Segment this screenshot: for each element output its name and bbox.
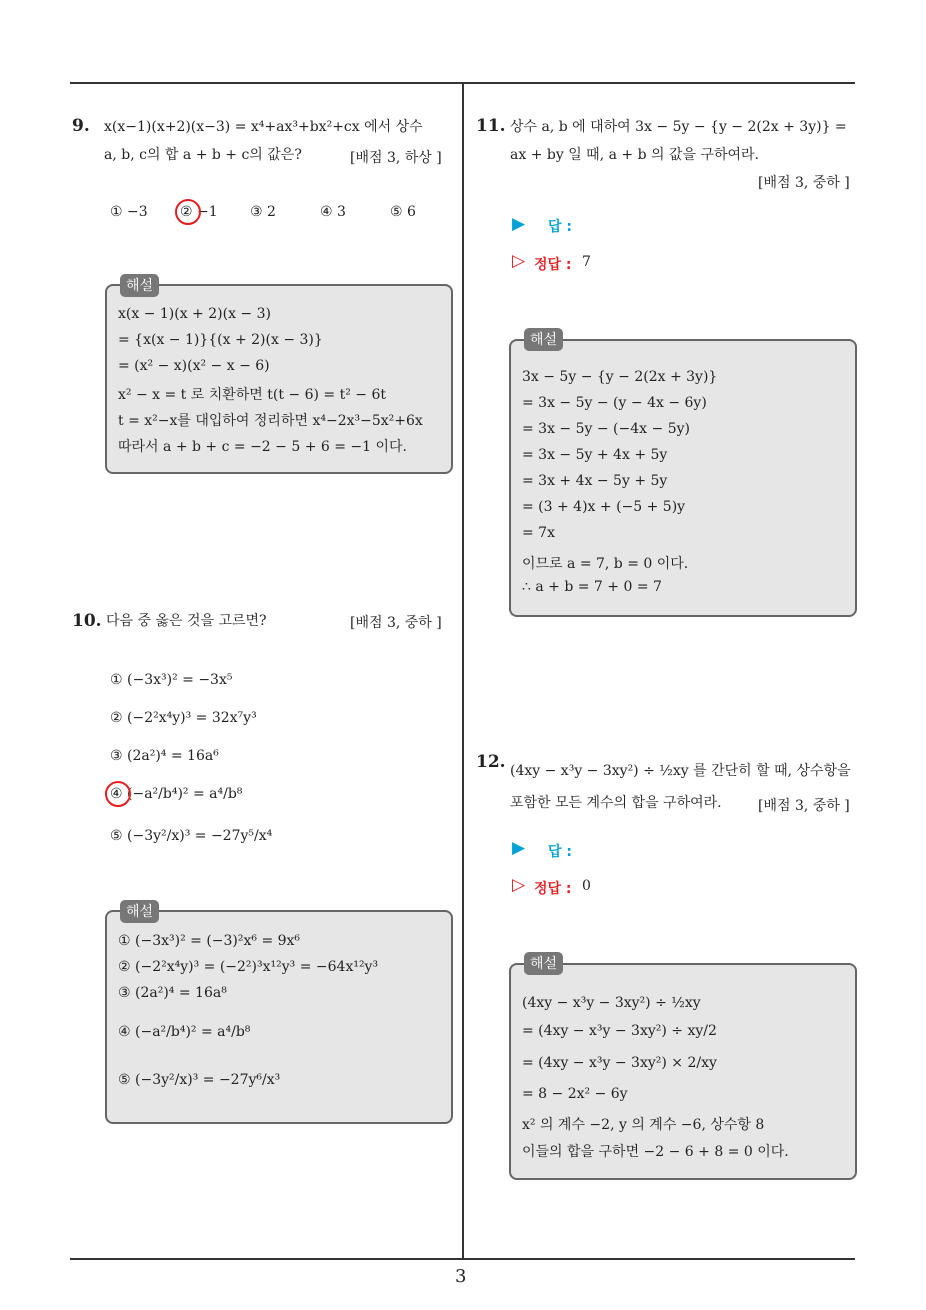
solution-line: = (3 + 4)x + (−5 + 5)y [522, 499, 686, 515]
column-divider [462, 82, 464, 1260]
solution-line: 3x − 5y − {y − 2(2x + 3y)} [522, 369, 718, 385]
question-text-line-2: ax + by 일 때, a + b 의 값을 구하여라. [510, 147, 760, 163]
question-text-line-1: x(x−1)(x+2)(x−3) = x⁴+ax³+bx²+cx 에서 상수 [104, 119, 423, 135]
question-number: 10. [72, 611, 102, 631]
score-mark: [배점 3, 중하 ] [350, 615, 442, 631]
solution-line: x² − x = t 로 치환하면 t(t − 6) = t² − 6t [118, 387, 387, 403]
score-mark: [배점 3, 중하 ] [758, 175, 850, 191]
question-text: 다음 중 옳은 것을 고르면? [106, 613, 267, 629]
solution-line: = 3x − 5y + 4x + 5y [522, 447, 668, 463]
answer-label: 답 : [548, 844, 572, 860]
solution-line: 이들의 합을 구하면 −2 − 6 + 8 = 0 이다. [522, 1144, 789, 1160]
question-number: 12. [476, 752, 506, 772]
solution-line: = 3x + 4x − 5y + 5y [522, 473, 668, 489]
correct-answer-value: 0 [582, 878, 591, 894]
choice-5[interactable]: ⑤ 6 [390, 204, 416, 220]
correct-answer-label: 정답 : [534, 257, 572, 273]
solution-line: = (x² − x)(x² − x − 6) [118, 358, 270, 374]
choice-2[interactable]: ② (−2²x⁴y)³ = 32x⁷y³ [110, 710, 257, 726]
solution-line: 이므로 a = 7, b = 0 이다. [522, 556, 689, 572]
solution-line: t = x²−x를 대입하여 정리하면 x⁴−2x³−5x²+6x [118, 413, 423, 429]
correct-answer-value: 7 [582, 254, 591, 270]
solution-tag: 해설 [524, 328, 563, 351]
solution-line: = (4xy − x³y − 3xy²) ÷ xy/2 [522, 1023, 717, 1039]
score-mark: [배점 3, 중하 ] [758, 798, 850, 814]
play-outline-icon: ▷ [512, 251, 526, 271]
play-icon: ▶ [512, 214, 526, 234]
solution-line: = 3x − 5y − (−4x − 5y) [522, 421, 690, 437]
solution-line: (4xy − x³y − 3xy²) ÷ ½xy [522, 995, 701, 1011]
solution-line: ② (−2²x⁴y)³ = (−2²)³x¹²y³ = −64x¹²y³ [118, 959, 379, 975]
solution-line: = 8 − 2x² − 6y [522, 1086, 628, 1102]
solution-line: = 7x [522, 525, 555, 541]
solution-line: ④ (−a²/b⁴)² = a⁴/b⁸ [118, 1024, 251, 1040]
question-text-line-2: a, b, c의 합 a + b + c의 값은? [104, 147, 302, 163]
answer-circle [105, 781, 131, 807]
solution-line: 따라서 a + b + c = −2 − 5 + 6 = −1 이다. [118, 439, 407, 455]
solution-tag: 해설 [524, 952, 563, 975]
solution-line: x(x − 1)(x + 2)(x − 3) [118, 306, 271, 322]
question-text-line-1: (4xy − x³y − 3xy²) ÷ ½xy 를 간단히 할 때, 상수항을 [510, 763, 851, 779]
score-mark: [배점 3, 하상 ] [350, 150, 442, 166]
choice-2[interactable]: ② −1 [180, 204, 218, 220]
solution-line: x² 의 계수 −2, y 의 계수 −6, 상수항 8 [522, 1117, 765, 1133]
play-outline-icon: ▷ [512, 875, 526, 895]
choice-4[interactable]: ④ 3 [320, 204, 346, 220]
solution-line: ∴ a + b = 7 + 0 = 7 [522, 579, 662, 595]
solution-line: = (4xy − x³y − 3xy²) × 2/xy [522, 1055, 717, 1071]
choice-3[interactable]: ③ 2 [250, 204, 276, 220]
question-text-line-2: 포함한 모든 계수의 합을 구하여라. [510, 795, 722, 811]
solution-tag: 해설 [120, 900, 159, 923]
solution-line: ⑤ (−3y²/x)³ = −27y⁶/x³ [118, 1072, 281, 1088]
solution-tag: 해설 [120, 274, 159, 297]
solution-line: ③ (2a²)⁴ = 16a⁸ [118, 985, 227, 1001]
solution-line: = {x(x − 1)}{(x + 2)(x − 3)} [118, 332, 323, 348]
answer-circle [175, 199, 201, 225]
answer-label: 답 : [548, 219, 572, 235]
question-number: 9. [72, 116, 90, 136]
solution-line: = 3x − 5y − (y − 4x − 6y) [522, 395, 707, 411]
question-number: 11. [476, 116, 506, 136]
choice-5[interactable]: ⑤ (−3y²/x)³ = −27y⁵/x⁴ [110, 828, 273, 844]
page-number: 3 [455, 1266, 467, 1287]
choice-1[interactable]: ① (−3x³)² = −3x⁵ [110, 672, 233, 688]
play-icon: ▶ [512, 838, 526, 858]
correct-answer-label: 정답 : [534, 881, 572, 897]
solution-line: ① (−3x³)² = (−3)²x⁶ = 9x⁶ [118, 933, 301, 949]
bottom-rule [70, 1258, 855, 1260]
question-text-line-1: 상수 a, b 에 대하여 3x − 5y − {y − 2(2x + 3y)} = [510, 119, 847, 135]
choice-4[interactable]: ④ (−a²/b⁴)² = a⁴/b⁸ [110, 786, 243, 802]
choice-3[interactable]: ③ (2a²)⁴ = 16a⁶ [110, 748, 219, 764]
choice-1[interactable]: ① −3 [110, 204, 148, 220]
